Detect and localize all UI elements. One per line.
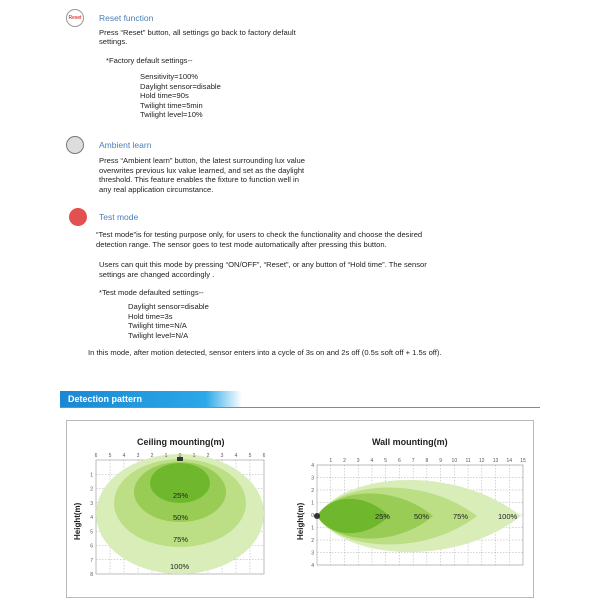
ceiling-x-tick: 4 xyxy=(122,453,126,459)
wall-x-tick: 15 xyxy=(520,458,526,464)
wall-y-tick: 2 xyxy=(311,538,314,544)
factory-setting: Twilight level=10% xyxy=(140,110,203,120)
test-setting: Twilight level=N/A xyxy=(128,330,189,340)
test-line: “Test mode”is for testing purpose only, for users to check the functionality and choose the desired xyxy=(96,230,423,239)
factory-setting: Sensitivity=100% xyxy=(140,72,199,81)
wall-x-tick: 14 xyxy=(506,458,513,464)
wall-x-tick: 6 xyxy=(398,458,401,464)
ceiling-ylabel: Height(m) xyxy=(73,502,82,540)
test-mode-icon xyxy=(69,208,87,226)
wall-y-tick: 1 xyxy=(311,500,314,507)
ceiling-x-tick: 3 xyxy=(220,453,224,459)
banner-rule xyxy=(60,407,540,408)
wall-y-tick: 3 xyxy=(311,475,314,482)
factory-heading-text: Factory default settings-- xyxy=(108,56,193,65)
ceiling-y-tick: 5 xyxy=(90,529,93,536)
ceiling-x-tick: 5 xyxy=(108,453,112,459)
wall-x-tick: 9 xyxy=(439,458,442,464)
factory-setting: Daylight sensor=disable xyxy=(140,81,221,91)
ceiling-y-tick: 1 xyxy=(90,472,93,479)
ambient-line: threshold. This feature enables the fixture to function well in xyxy=(99,175,299,185)
ceiling-chart xyxy=(80,448,270,580)
factory-setting: Twilight time=5min xyxy=(140,100,203,110)
ambient-desc xyxy=(99,156,305,194)
reset-desc-2: settings. xyxy=(99,37,128,46)
ceiling-x-tick: 1 xyxy=(164,453,168,459)
wall-label-25: 25% xyxy=(375,512,391,521)
ceiling-x-tick: 6 xyxy=(262,453,266,459)
ceiling-y-tick: 2 xyxy=(90,486,93,493)
wall-x-tick: 13 xyxy=(492,458,499,464)
reset-icon-label: Reset xyxy=(68,15,82,21)
reset-icon xyxy=(66,9,84,27)
test-line: detection range. The sensor goes to test mode automatically after pressing this button. xyxy=(96,239,387,249)
reset-title: Reset function xyxy=(99,13,154,23)
wall-title: Wall mounting(m) xyxy=(372,437,448,447)
wall-x-tick: 12 xyxy=(479,458,485,464)
ceiling-x-tick: 3 xyxy=(136,453,140,459)
factory-heading: *Factory default settings-- xyxy=(106,56,193,65)
test-defaults-heading-text: Test mode defaulted settings-- xyxy=(101,288,204,297)
ceiling-y-tick: 7 xyxy=(90,557,93,564)
ceiling-y-tick: 8 xyxy=(90,572,93,578)
wall-x-tick: 5 xyxy=(384,458,388,464)
ambient-learn-icon xyxy=(66,136,84,154)
ceiling-x-tick: 6 xyxy=(94,453,98,459)
test-para-1 xyxy=(96,230,422,249)
ceiling-x-tick: 0 xyxy=(178,453,182,459)
banner-title: Detection pattern xyxy=(68,394,143,404)
wall-x-tick: 8 xyxy=(425,458,429,464)
wall-ylabel: Height(m) xyxy=(296,502,305,540)
ceiling-x-tick: 2 xyxy=(206,453,210,459)
wall-x-tick: 11 xyxy=(465,458,471,464)
test-cycle-note: In this mode, after motion detected, sensor enters into a cycle of 3s on and 2s off (0.5s soft off + 1.5s off). xyxy=(88,348,442,357)
wall-x-tick: 2 xyxy=(343,458,346,464)
ceiling-x-tick: 2 xyxy=(150,453,154,459)
ambient-line: any real application circumstance. xyxy=(99,184,214,194)
test-line: Users can quit this mode by pressing “ON/OFF”, “Reset”, or any button of “Hold time”. The sensor xyxy=(99,260,427,269)
wall-label-75: 75% xyxy=(453,512,469,521)
wall-x-tick: 1 xyxy=(329,458,333,464)
test-title: Test mode xyxy=(99,212,139,222)
test-para-2 xyxy=(99,260,427,279)
ceiling-label-75: 75% xyxy=(173,535,189,544)
wall-x-tick: 4 xyxy=(370,458,374,464)
wall-label-100: 100% xyxy=(498,512,518,521)
sensor-icon xyxy=(314,513,320,519)
ceiling-label-50: 50% xyxy=(173,513,189,522)
ceiling-y-tick: 4 xyxy=(90,515,93,521)
test-setting: Hold time=3s xyxy=(128,311,173,321)
test-defaults-heading: *Test mode defaulted settings-- xyxy=(99,288,204,297)
ambient-line: overwrites previous lux value learned, and set as the daylight xyxy=(99,165,305,175)
wall-y-tick: 0 xyxy=(311,513,314,519)
ceiling-y-tick: 6 xyxy=(90,543,93,550)
wall-x-tick: 7 xyxy=(411,458,415,464)
test-setting: Daylight sensor=disable xyxy=(128,302,209,311)
test-settings xyxy=(128,302,209,340)
factory-setting: Hold time=90s xyxy=(140,91,189,101)
wall-y-tick: 2 xyxy=(311,488,314,494)
ceiling-x-tick: 1 xyxy=(192,453,196,459)
test-setting: Twilight time=N/A xyxy=(128,321,187,331)
ceiling-title: Ceiling mounting(m) xyxy=(137,437,225,447)
wall-x-tick: 10 xyxy=(451,458,458,464)
wall-y-tick: 4 xyxy=(311,563,314,569)
ambient-line: Press “Ambient learn” button, the latest surrounding lux value xyxy=(99,156,305,165)
detection-banner xyxy=(60,391,540,408)
factory-settings xyxy=(140,72,221,120)
ceiling-label-25: 25% xyxy=(173,491,189,500)
ceiling-label-100: 100% xyxy=(170,562,190,571)
wall-x-tick: 3 xyxy=(356,458,360,464)
wall-label-50: 50% xyxy=(414,512,430,521)
test-line: settings are changed accordingly . xyxy=(99,269,215,279)
ambient-title: Ambient learn xyxy=(99,140,152,150)
ceiling-x-tick: 5 xyxy=(248,453,252,459)
wall-y-tick: 4 xyxy=(311,463,314,469)
wall-chart xyxy=(305,452,530,572)
ceiling-y-tick: 3 xyxy=(90,500,93,507)
wall-y-tick: 3 xyxy=(311,550,314,557)
wall-y-tick: 1 xyxy=(311,525,314,532)
reset-desc-1: Press “Reset” button, all settings go back to factory default xyxy=(99,28,296,37)
ceiling-x-tick: 4 xyxy=(234,453,238,459)
